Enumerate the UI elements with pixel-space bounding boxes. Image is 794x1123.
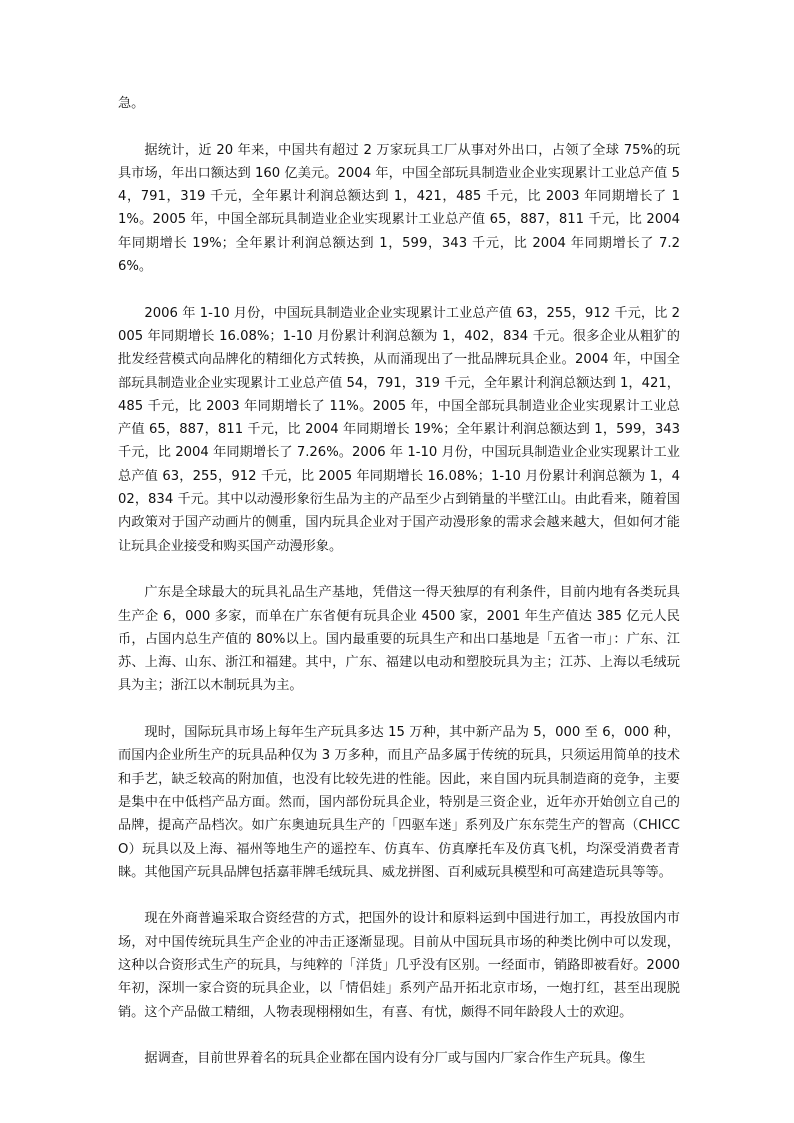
paragraph-international-market: 现时，国际玩具市场上每年生产玩具多达 15 万种，其中新产品为 5，000 至 6，000 种，而国内企业所生产的玩具品种仅为 3 万多种，而且产品多属于传统的玩具，只须运用简单的技术和手艺，缺乏较高的附加值，也没有比较先进的性能。因此，来自国内玩具制造商的竞争，主要是集中在中低档产品方面。然而，国内部份玩具企业，特别是三资企业，近年亦开始创立自己的品牌，提高产品档次。如广东奥迪玩具生产的「四驱车迷」系列及广东东莞生产的智高（CHICCO）玩具以及上海、福州等地生产的遥控车、仿真车、仿真摩托车及仿真飞机，均深受消费者青睐。其他国产玩具品牌包括嘉菲牌毛绒玩具、威龙拼图、百利威玩具模型和可高建造玩具等等。	[118, 725, 680, 880]
paragraph-continuation: 急。	[118, 96, 145, 111]
paragraph-guangdong-base: 广东是全球最大的玩具礼品生产基地，凭借这一得天独厚的有利条件，目前内地有各类玩具生产企 6，000 多家，而单在广东省便有玩具企业 4500 家，2001 年生产值达 385 亿元人民币，占国内总生产值的 80%以上。国内最重要的玩具生产和出口基地是「五省一市」：广东、江苏、上海、山东、浙江和福建。其中，广东、福建以电动和塑胶玩具为主；江苏、上海以毛绒玩具为主；浙江以木制玩具为主。	[118, 585, 680, 694]
paragraph-export-statistics: 据统计，近 20 年来，中国共有超过 2 万家玩具工厂从事对外出口，占领了全球 75%的玩具市场，年出口额达到 160 亿美元。2004 年，中国全部玩具制造业企业实现累计工业总产值 54，791，319 千元，全年累计利润总额达到 1，421，485 千元，比 2003 年同期增长了 11%。2005 年，中国全部玩具制造业企业实现累计工业总产值 65，887，811 千元，比 2004 年同期增长 19%；全年累计利润总额达到 1，599，343 千元，比 2004 年同期增长了 7.26%。	[118, 142, 680, 275]
paragraph-2006-output: 2006 年 1-10 月份，中国玩具制造业企业实现累计工业总产值 63，255，912 千元，比 2005 年同期增长 16.08%；1-10 月份累计利润总额为 1，402，834 千元。很多企业从粗犷的批发经营模式向品牌化的精细化方式转换，从而涌现出了一批品牌玩具企业。2004 年，中国全部玩具制造业企业实现累计工业总产值 54，791，319 千元，全年累计利润总额达到 1，421，485 千元，比 2003 年同期增长了 11%。2005 年，中国全部玩具制造业企业实现累计工业总产值 65，887，811 千元，比 2004 年同期增长 19%；全年累计利润总额达到 1，599，343 千元，比 2004 年同期增长了 7.26%。2006 年 1-10 月份，中国玩具制造业企业实现累计工业总产值 63，255，912 千元，比 2005 年同期增长 16.08%；1-10 月份累计利润总额为 1，402，834 千元。其中以动漫形象衍生品为主的产品至少占到销量的半壁江山。由此看来，随着国内政策对于国产动画片的侧重，国内玩具企业对于国产动漫形象的需求会越来越大，但如何才能让玩具企业接受和购买国产动漫形象。	[118, 305, 680, 554]
document-page	[118, 92, 680, 1094]
paragraph-survey: 据调查，目前世界着名的玩具企业都在国内设有分厂或与国内厂家合作生产玩具。像生	[144, 1051, 646, 1067]
paragraph-joint-ventures: 现在外商普遍采取合资经营的方式，把国外的设计和原料运到中国进行加工，再投放国内市场，对中国传统玩具生产企业的冲击正逐渐显现。目前从中国玩具市场的种类比例中可以发现，这种以合资形式生产的玩具，与纯粹的「洋货」几乎没有区别。一经面市，销路即被看好。2000 年初，深圳一家合资的玩具企业，以「情侣娃」系列产品开拓北京市场，一炮打红，甚至出现脱销。这个产品做工精细，人物表现栩栩如生，有喜、有忧，颇得不同年龄段人士的欢迎。	[118, 911, 680, 1020]
